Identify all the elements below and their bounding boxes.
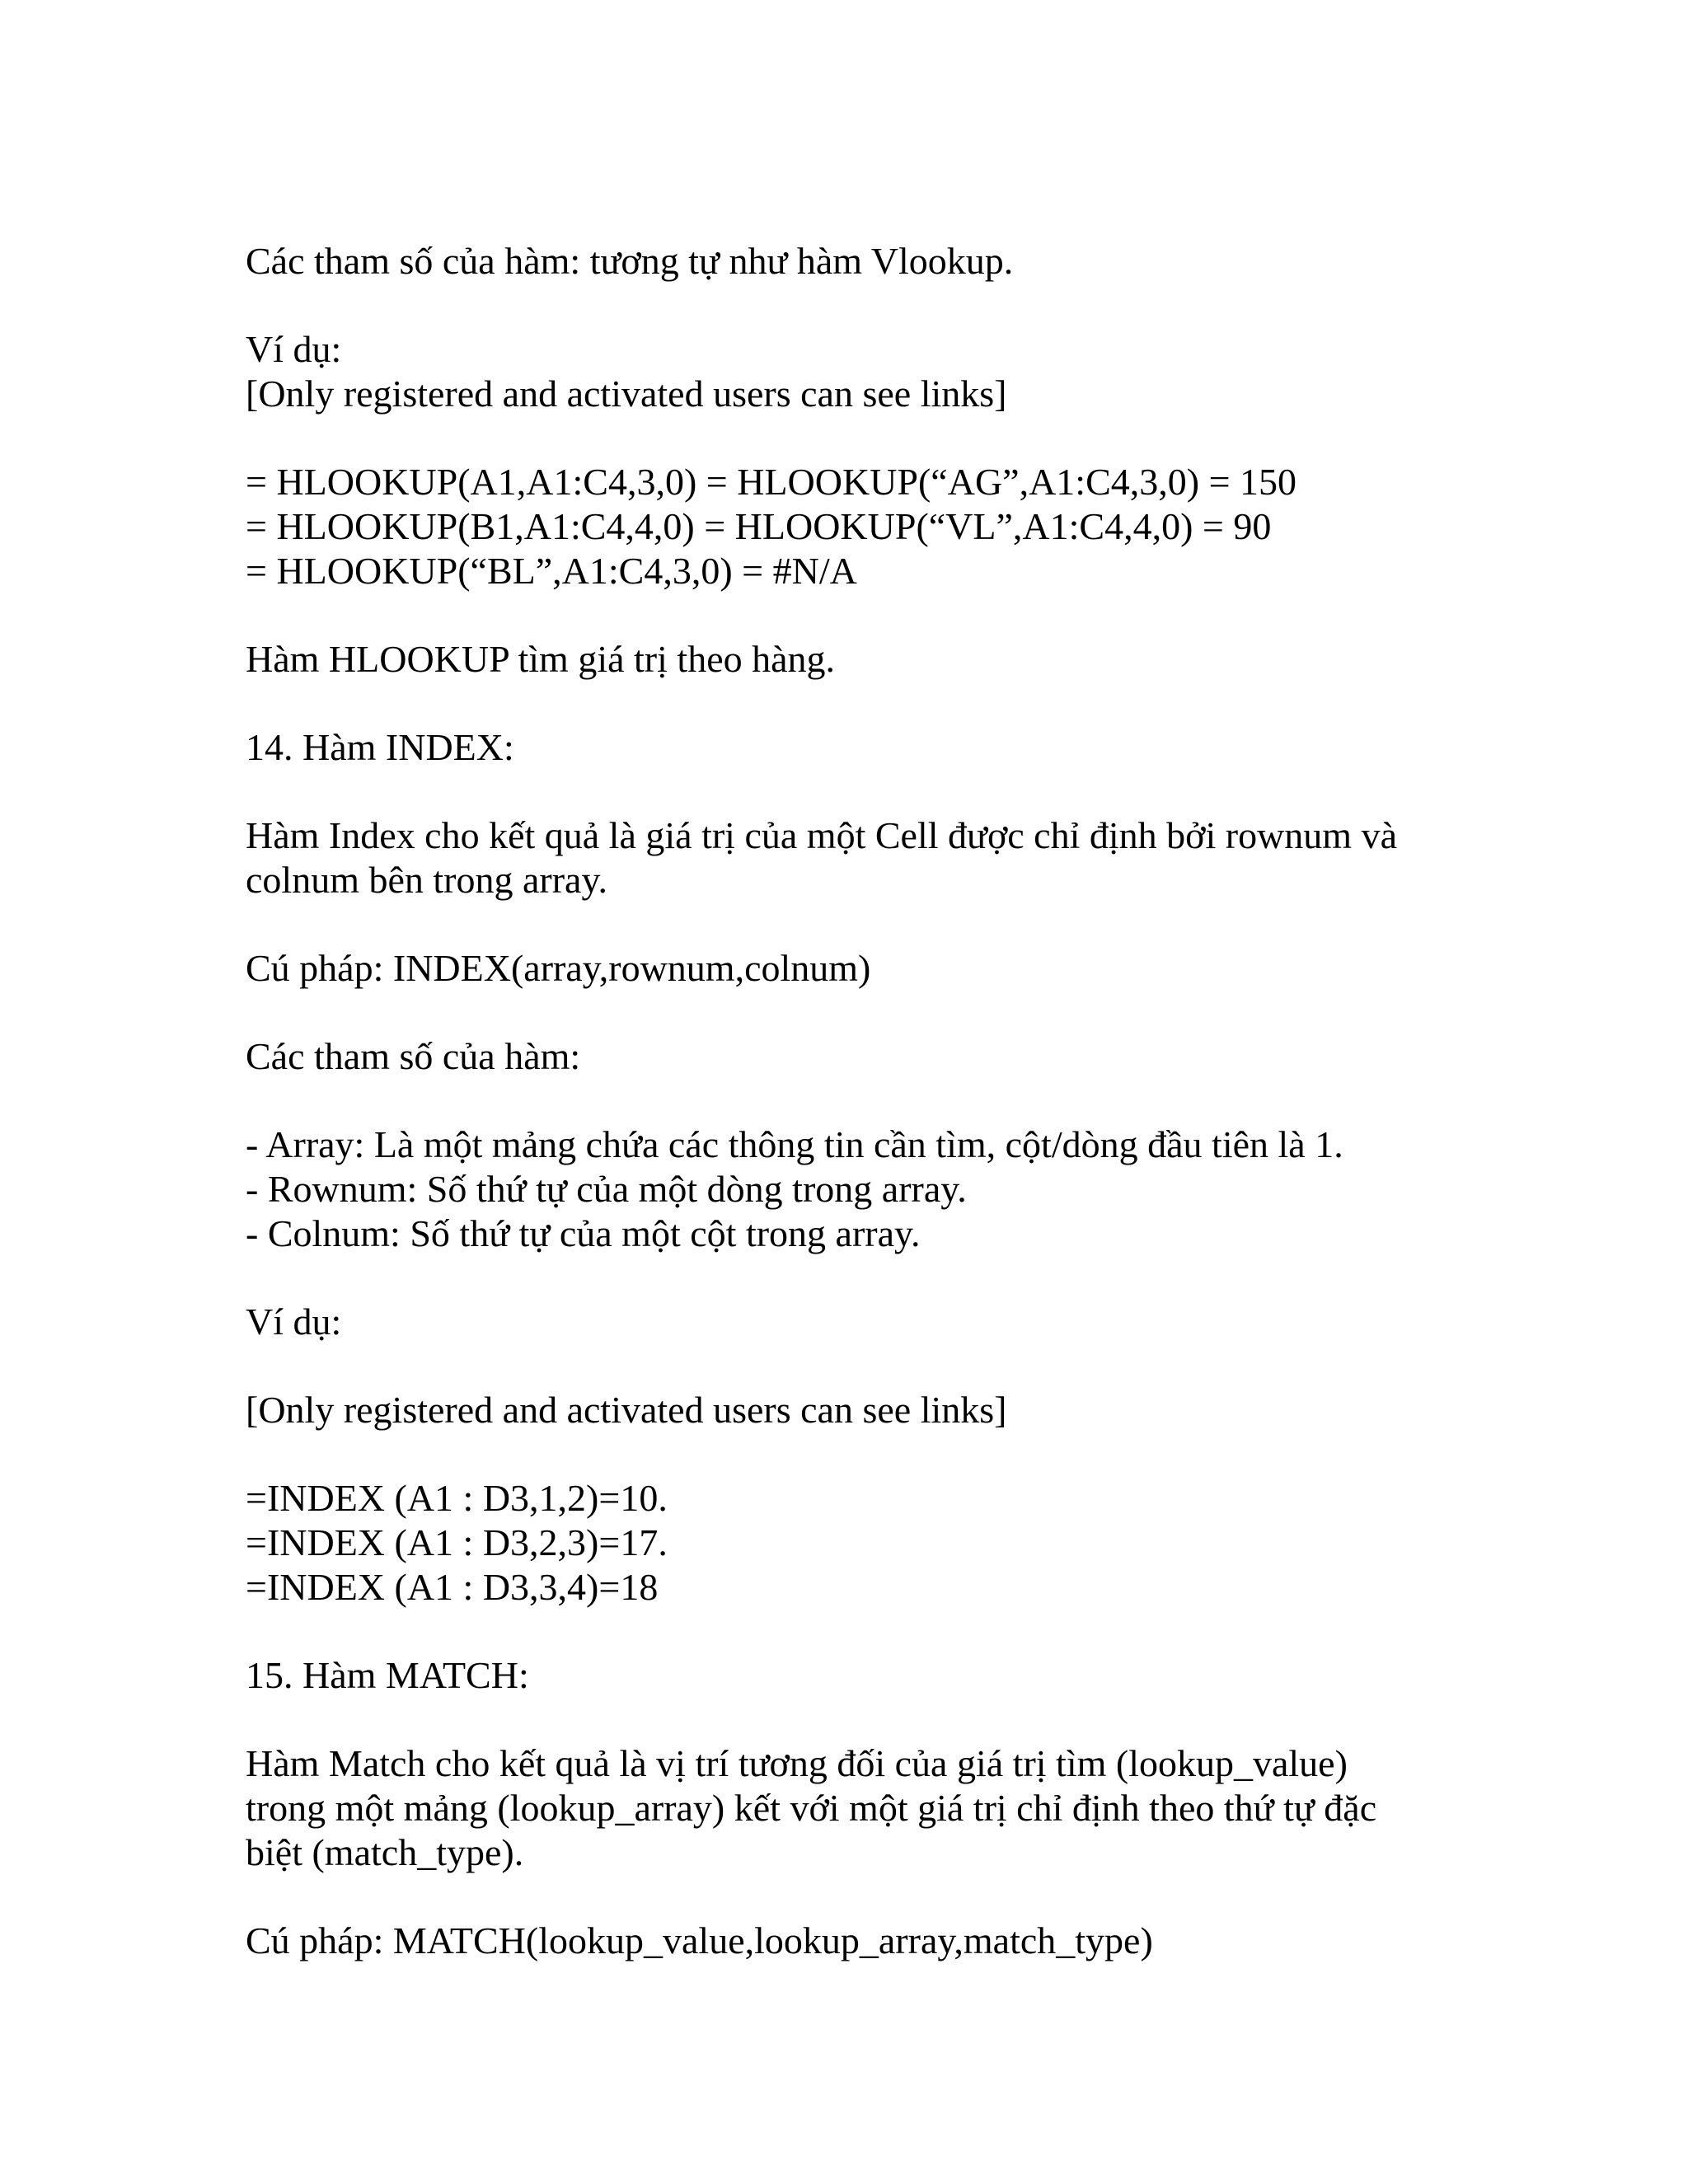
hlookup-params-text: Các tham số của hàm: tương tự như hàm Vlookup.: [246, 240, 1014, 282]
link-notice: [Only registered and activated users can see links]: [246, 1389, 1007, 1431]
match-syntax-text: Cú pháp: MATCH(lookup_value,lookup_array,match_type): [246, 1919, 1153, 1961]
index-formula-line: =INDEX (A1 : D3,1,2)=10.: [246, 1477, 668, 1519]
link-notice: [Only registered and activated users can see links]: [246, 373, 1007, 415]
index-description-line: colnum bên trong array.: [246, 859, 607, 901]
hlookup-summary-text: Hàm HLOOKUP tìm giá trị theo hàng.: [246, 638, 836, 680]
hlookup-formula-line: = HLOOKUP(A1,A1:C4,3,0) = HLOOKUP(“AG”,A1:C4,3,0) = 150: [246, 461, 1297, 503]
index-formula-line: =INDEX (A1 : D3,2,3)=17.: [246, 1521, 668, 1563]
index-formula-line: =INDEX (A1 : D3,3,4)=18: [246, 1566, 659, 1608]
index-params-label: Các tham số của hàm:: [246, 1035, 581, 1077]
example-label: Ví dụ:: [246, 328, 342, 370]
index-syntax-text: Cú pháp: INDEX(array,rownum,colnum): [246, 947, 871, 989]
hlookup-formula-line: = HLOOKUP(“BL”,A1:C4,3,0) = #N/A: [246, 550, 857, 592]
match-description-line: trong một mảng (lookup_array) kết với một giá trị chỉ định theo thứ tự đặc: [246, 1787, 1377, 1829]
index-param-line: - Rownum: Số thứ tự của một dòng trong array.: [246, 1168, 967, 1210]
section-15-heading: 15. Hàm MATCH:: [246, 1654, 529, 1696]
index-description-line: Hàm Index cho kết quả là giá trị của một Cell được chỉ định bởi rownum và: [246, 814, 1398, 856]
example-label: Ví dụ:: [246, 1301, 342, 1343]
match-description-line: biệt (match_type).: [246, 1831, 524, 1873]
hlookup-formula-line: = HLOOKUP(B1,A1:C4,4,0) = HLOOKUP(“VL”,A1:C4,4,0) = 90: [246, 505, 1272, 547]
index-param-line: - Array: Là một mảng chứa các thông tin cần tìm, cột/dòng đầu tiên là 1.: [246, 1123, 1343, 1165]
match-description-line: Hàm Match cho kết quả là vị trí tương đối của giá trị tìm (lookup_value): [246, 1742, 1348, 1784]
section-14-heading: 14. Hàm INDEX:: [246, 726, 514, 768]
index-param-line: - Colnum: Số thứ tự của một cột trong array.: [246, 1212, 921, 1254]
